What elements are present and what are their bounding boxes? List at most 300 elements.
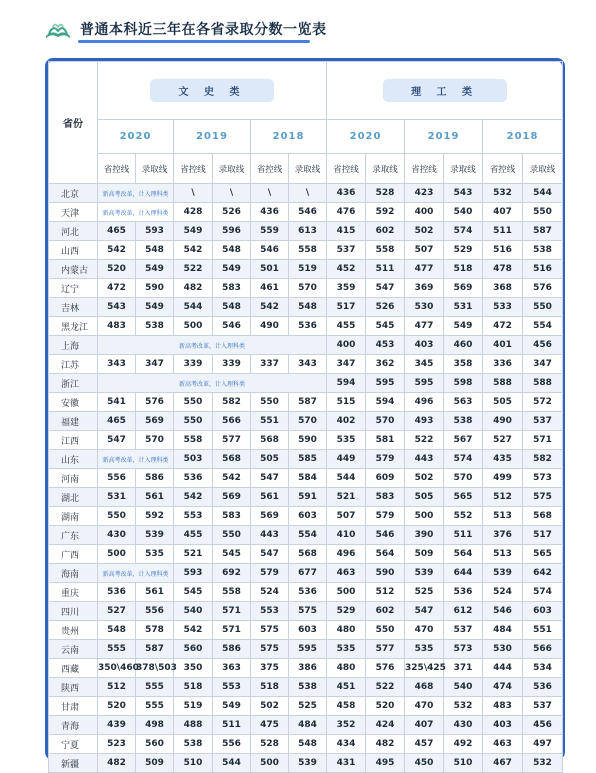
- score-cell: 579: [366, 507, 405, 526]
- province-cell: 辽宁: [49, 279, 98, 298]
- score-cell: 584: [289, 469, 327, 488]
- score-cell: 644: [444, 564, 483, 583]
- province-cell: 青海: [49, 716, 98, 735]
- year-header: 2020: [98, 120, 174, 154]
- table-row: [49, 355, 563, 374]
- score-cell: 500: [174, 317, 213, 336]
- score-cell: 542: [174, 488, 213, 507]
- table-row: [49, 621, 563, 640]
- score-cell: 434: [327, 735, 366, 754]
- score-cell: 343: [289, 355, 327, 374]
- province-cell: 湖北: [49, 488, 98, 507]
- score-cell: 548: [289, 735, 327, 754]
- table-row: [49, 754, 563, 773]
- score-cell: 528: [366, 184, 405, 203]
- score-cell: 460: [444, 336, 483, 355]
- admission-line-header: 录取线: [523, 154, 563, 184]
- score-cell: 500: [251, 754, 289, 773]
- admission-line-header: 录取线: [366, 154, 405, 184]
- score-cell: 587: [136, 640, 174, 659]
- score-cell: 490: [483, 412, 523, 431]
- score-cell: 443: [251, 526, 289, 545]
- score-cell: 542: [213, 469, 251, 488]
- score-cell: 579: [366, 450, 405, 469]
- score-cell: 547: [251, 469, 289, 488]
- province-header: 省份: [49, 62, 98, 184]
- score-cell: 537: [327, 241, 366, 260]
- score-cell: 358: [444, 355, 483, 374]
- score-cell: 436: [327, 184, 366, 203]
- score-cell: 511: [366, 260, 405, 279]
- score-cell: 547: [251, 545, 289, 564]
- score-cell: 575: [251, 640, 289, 659]
- score-cell: 347: [136, 355, 174, 374]
- score-cell: 512: [483, 488, 523, 507]
- score-cell: 456: [523, 336, 563, 355]
- score-cell: 443: [405, 450, 444, 469]
- score-cell: 547: [405, 602, 444, 621]
- score-cell: \: [174, 184, 213, 203]
- year-header: 2018: [483, 120, 563, 154]
- score-cell: 575: [289, 602, 327, 621]
- score-cell: 350: [174, 659, 213, 678]
- score-cell: 551: [523, 621, 563, 640]
- score-cell: 583: [213, 279, 251, 298]
- score-cell: 594: [366, 393, 405, 412]
- score-cell: \: [213, 184, 251, 203]
- score-cell: 554: [523, 317, 563, 336]
- score-cell: 436: [251, 203, 289, 222]
- score-cell: 602: [366, 222, 405, 241]
- score-cell: 463: [483, 735, 523, 754]
- score-cell: 522: [366, 678, 405, 697]
- score-cell: 548: [213, 241, 251, 260]
- score-cell: 515: [327, 393, 366, 412]
- score-cell: 521: [174, 545, 213, 564]
- score-cell: 595: [405, 374, 444, 393]
- score-cell: 516: [523, 260, 563, 279]
- score-cell: 535: [405, 640, 444, 659]
- score-cell: 339: [213, 355, 251, 374]
- score-cell: 537: [444, 621, 483, 640]
- control-line-header: 省控线: [483, 154, 523, 184]
- score-cell: 569: [444, 279, 483, 298]
- score-cell: 525: [405, 583, 444, 602]
- province-cell: 吉林: [49, 298, 98, 317]
- score-cell: 579: [251, 564, 289, 583]
- score-cell: 568: [523, 507, 563, 526]
- province-cell: 贵州: [49, 621, 98, 640]
- score-cell: 553: [251, 602, 289, 621]
- score-cell: 509: [405, 545, 444, 564]
- score-cell: 536: [444, 583, 483, 602]
- score-cell: 540: [174, 602, 213, 621]
- score-cell: 592: [136, 507, 174, 526]
- score-cell: 488: [174, 716, 213, 735]
- score-cell: 468: [405, 678, 444, 697]
- score-cell: 449: [327, 450, 366, 469]
- score-cell: 343: [98, 355, 136, 374]
- table-row: [49, 678, 563, 697]
- score-cell: 363: [213, 659, 251, 678]
- score-cell: 548: [213, 298, 251, 317]
- score-cell: 576: [523, 279, 563, 298]
- table-row: [49, 279, 563, 298]
- score-cell: 551: [251, 412, 289, 431]
- score-cell: 556: [136, 602, 174, 621]
- score-cell: 497: [523, 735, 563, 754]
- score-cell: 563: [444, 393, 483, 412]
- score-cell: 455: [327, 317, 366, 336]
- score-cell: 451: [327, 678, 366, 697]
- score-cell: 692: [213, 564, 251, 583]
- score-cell: 544: [174, 298, 213, 317]
- table-row: [49, 374, 563, 393]
- year-header: 2020: [327, 120, 405, 154]
- reform-note-cell: 新高考改革，计入理科类: [98, 336, 327, 355]
- score-cell: 550: [174, 412, 213, 431]
- score-cell: 455: [174, 526, 213, 545]
- score-cell: 347: [523, 355, 563, 374]
- score-cell: 594: [327, 374, 366, 393]
- table-row: [49, 317, 563, 336]
- reform-note-cell: 新高考改革，计入理科类: [98, 374, 327, 393]
- score-cell: 532: [483, 184, 523, 203]
- score-cell: 603: [523, 602, 563, 621]
- score-cell: 545: [213, 545, 251, 564]
- group-pill: 理 工 类: [383, 79, 507, 102]
- score-cell: 495: [366, 754, 405, 773]
- score-cell: 474: [483, 678, 523, 697]
- score-cell: 490: [251, 317, 289, 336]
- score-cell: 350\460: [98, 659, 136, 678]
- score-cell: 566: [213, 412, 251, 431]
- score-cell: 530: [483, 640, 523, 659]
- score-cell: 500: [405, 507, 444, 526]
- province-cell: 陕西: [49, 678, 98, 697]
- province-cell: 浙江: [49, 374, 98, 393]
- score-cell: 522: [174, 260, 213, 279]
- score-cell: 558: [174, 431, 213, 450]
- score-cell: 535: [327, 431, 366, 450]
- score-cell: 512: [98, 678, 136, 697]
- score-cell: 571: [213, 621, 251, 640]
- score-cell: 590: [289, 431, 327, 450]
- score-cell: 521: [327, 488, 366, 507]
- score-cell: 574: [444, 450, 483, 469]
- score-cell: 542: [251, 298, 289, 317]
- score-cell: 526: [366, 298, 405, 317]
- score-cell: 575: [251, 621, 289, 640]
- year-header: 2019: [174, 120, 251, 154]
- province-cell: 新疆: [49, 754, 98, 773]
- score-cell: 484: [483, 621, 523, 640]
- province-cell: 山东: [49, 450, 98, 469]
- reform-note-cell: 新高考改革，计入理科类: [98, 450, 174, 469]
- score-cell: 564: [444, 545, 483, 564]
- group-header-liberal-arts: [98, 62, 327, 120]
- score-cell: 518: [444, 260, 483, 279]
- score-cell: 539: [289, 754, 327, 773]
- province-cell: 湖南: [49, 507, 98, 526]
- province-cell: 黑龙江: [49, 317, 98, 336]
- score-cell: 336: [483, 355, 523, 374]
- score-cell: 499: [483, 469, 523, 488]
- score-cell: 502: [405, 469, 444, 488]
- province-cell: 江西: [49, 431, 98, 450]
- group-header-science: [327, 62, 563, 120]
- score-cell: \: [251, 184, 289, 203]
- province-cell: 天津: [49, 203, 98, 222]
- score-cell: 577: [213, 431, 251, 450]
- score-cell: 585: [289, 450, 327, 469]
- score-cell: 538: [523, 241, 563, 260]
- table-row: [49, 659, 563, 678]
- province-cell: 上海: [49, 336, 98, 355]
- score-cell: 591: [289, 488, 327, 507]
- score-cell: 472: [98, 279, 136, 298]
- province-cell: 海南: [49, 564, 98, 583]
- score-cell: 550: [98, 507, 136, 526]
- score-cell: 592: [366, 203, 405, 222]
- year-header: 2018: [251, 120, 327, 154]
- score-cell: 590: [136, 279, 174, 298]
- score-cell: 570: [366, 412, 405, 431]
- score-cell: \: [289, 184, 327, 203]
- score-cell: 470: [405, 621, 444, 640]
- score-cell: 535: [136, 545, 174, 564]
- score-cell: 465: [98, 412, 136, 431]
- score-cell: 480: [327, 621, 366, 640]
- score-cell: 587: [523, 222, 563, 241]
- table-row: [49, 260, 563, 279]
- score-cell: 457: [405, 735, 444, 754]
- score-cell: 576: [136, 393, 174, 412]
- score-cell: 572: [523, 393, 563, 412]
- score-cell: 483: [483, 697, 523, 716]
- score-cell: 516: [483, 241, 523, 260]
- table-row: [49, 640, 563, 659]
- score-cell: 439: [98, 716, 136, 735]
- table-row: [49, 431, 563, 450]
- province-cell: 北京: [49, 184, 98, 203]
- score-cell: 371: [444, 659, 483, 678]
- score-cell: 564: [366, 545, 405, 564]
- open-book-icon: [44, 18, 72, 40]
- score-cell: 558: [366, 241, 405, 260]
- score-cell: 415: [327, 222, 366, 241]
- score-cell: 609: [366, 469, 405, 488]
- score-cell: 543: [98, 298, 136, 317]
- score-cell: 362: [366, 355, 405, 374]
- score-cell: 569: [136, 412, 174, 431]
- province-cell: 重庆: [49, 583, 98, 602]
- score-cell: 386: [289, 659, 327, 678]
- score-cell: 549: [174, 222, 213, 241]
- score-cell: 555: [136, 678, 174, 697]
- score-cell: 484: [289, 716, 327, 735]
- score-cell: 424: [366, 716, 405, 735]
- score-cell: 410: [327, 526, 366, 545]
- score-cell: 569: [251, 507, 289, 526]
- score-cell: 561: [136, 583, 174, 602]
- score-cell: 483: [98, 317, 136, 336]
- score-cell: 565: [444, 488, 483, 507]
- table-row: [49, 393, 563, 412]
- score-cell: 553: [174, 507, 213, 526]
- score-cell: 522: [405, 431, 444, 450]
- score-cell: 537: [523, 412, 563, 431]
- score-cell: 554: [289, 526, 327, 545]
- score-cell: 401: [483, 336, 523, 355]
- table-row: [49, 526, 563, 545]
- score-cell: 526: [213, 203, 251, 222]
- score-cell: 588: [483, 374, 523, 393]
- score-cell: 549: [444, 317, 483, 336]
- score-cell: 575: [523, 488, 563, 507]
- score-cell: 531: [98, 488, 136, 507]
- score-cell: 511: [483, 222, 523, 241]
- score-cell: 550: [174, 393, 213, 412]
- score-cell: 558: [289, 241, 327, 260]
- control-line-header: 省控线: [251, 154, 289, 184]
- score-cell: 570: [289, 412, 327, 431]
- table-row: [49, 298, 563, 317]
- score-cell: 532: [444, 697, 483, 716]
- score-cell: 542: [174, 621, 213, 640]
- score-cell: 510: [174, 754, 213, 773]
- score-cell: 493: [405, 412, 444, 431]
- table-row: [49, 241, 563, 260]
- province-cell: 广东: [49, 526, 98, 545]
- score-cell: 570: [136, 431, 174, 450]
- table-row: [49, 469, 563, 488]
- score-cell: 550: [366, 621, 405, 640]
- score-cell: 550: [213, 526, 251, 545]
- score-cell: 430: [444, 716, 483, 735]
- score-table: [48, 61, 563, 773]
- control-line-header: 省控线: [174, 154, 213, 184]
- score-cell: 542: [174, 241, 213, 260]
- table-row: [49, 583, 563, 602]
- province-cell: 四川: [49, 602, 98, 621]
- score-cell: 325\425: [405, 659, 444, 678]
- score-cell: 470: [405, 697, 444, 716]
- score-cell: 603: [289, 621, 327, 640]
- score-cell: 553: [213, 678, 251, 697]
- score-cell: 478: [483, 260, 523, 279]
- score-cell: 496: [327, 545, 366, 564]
- score-cell: 556: [213, 735, 251, 754]
- score-cell: 390: [405, 526, 444, 545]
- control-line-header: 省控线: [327, 154, 366, 184]
- score-cell: 558: [213, 583, 251, 602]
- control-line-header: 省控线: [405, 154, 444, 184]
- table-row: [49, 222, 563, 241]
- score-cell: 537: [523, 697, 563, 716]
- score-cell: 378\503: [136, 659, 174, 678]
- score-cell: 482: [366, 735, 405, 754]
- score-cell: 559: [251, 222, 289, 241]
- score-cell: 574: [444, 222, 483, 241]
- province-cell: 江苏: [49, 355, 98, 374]
- score-cell: 359: [327, 279, 366, 298]
- score-cell: 603: [289, 507, 327, 526]
- score-cell: 523: [98, 735, 136, 754]
- score-cell: 482: [174, 279, 213, 298]
- score-cell: 540: [444, 678, 483, 697]
- score-cell: 524: [251, 583, 289, 602]
- score-cell: 501: [251, 260, 289, 279]
- score-cell: 565: [523, 545, 563, 564]
- score-cell: 571: [523, 431, 563, 450]
- score-cell: 593: [136, 222, 174, 241]
- score-cell: 582: [523, 450, 563, 469]
- score-cell: 560: [174, 640, 213, 659]
- score-cell: 547: [98, 431, 136, 450]
- score-cell: 402: [327, 412, 366, 431]
- score-cell: 530: [405, 298, 444, 317]
- table-row: [49, 450, 563, 469]
- title-underline: [78, 40, 310, 43]
- table-row: [49, 412, 563, 431]
- score-cell: 566: [523, 640, 563, 659]
- admission-line-header: 录取线: [289, 154, 327, 184]
- score-cell: 529: [444, 241, 483, 260]
- score-cell: 545: [366, 317, 405, 336]
- score-cell: 505: [483, 393, 523, 412]
- score-cell: 352: [327, 716, 366, 735]
- score-cell: 536: [289, 583, 327, 602]
- score-cell: 546: [483, 602, 523, 621]
- score-cell: 582: [213, 393, 251, 412]
- score-cell: 583: [213, 507, 251, 526]
- score-cell: 550: [251, 393, 289, 412]
- score-cell: 507: [405, 241, 444, 260]
- table-row: [49, 564, 563, 583]
- score-cell: 511: [213, 716, 251, 735]
- score-cell: 505: [405, 488, 444, 507]
- score-cell: 560: [136, 735, 174, 754]
- score-cell: 541: [98, 393, 136, 412]
- score-cell: 549: [213, 697, 251, 716]
- score-cell: 400: [327, 336, 366, 355]
- score-cell: 529: [327, 602, 366, 621]
- score-cell: 423: [405, 184, 444, 203]
- year-header: 2019: [405, 120, 483, 154]
- group-pill: 文 史 类: [150, 79, 274, 102]
- province-cell: 云南: [49, 640, 98, 659]
- score-cell: 581: [366, 431, 405, 450]
- score-cell: 492: [444, 735, 483, 754]
- score-cell: 538: [174, 735, 213, 754]
- score-cell: 507: [327, 507, 366, 526]
- admission-line-header: 录取线: [444, 154, 483, 184]
- score-cell: 463: [327, 564, 366, 583]
- score-cell: 518: [251, 678, 289, 697]
- score-cell: 345: [405, 355, 444, 374]
- province-cell: 安徽: [49, 393, 98, 412]
- score-cell: 452: [327, 260, 366, 279]
- score-cell: 602: [366, 602, 405, 621]
- score-cell: 531: [444, 298, 483, 317]
- score-cell: 536: [523, 678, 563, 697]
- table-row: [49, 735, 563, 754]
- province-cell: 河北: [49, 222, 98, 241]
- score-cell: 511: [444, 526, 483, 545]
- score-cell: 642: [523, 564, 563, 583]
- score-cell: 339: [174, 355, 213, 374]
